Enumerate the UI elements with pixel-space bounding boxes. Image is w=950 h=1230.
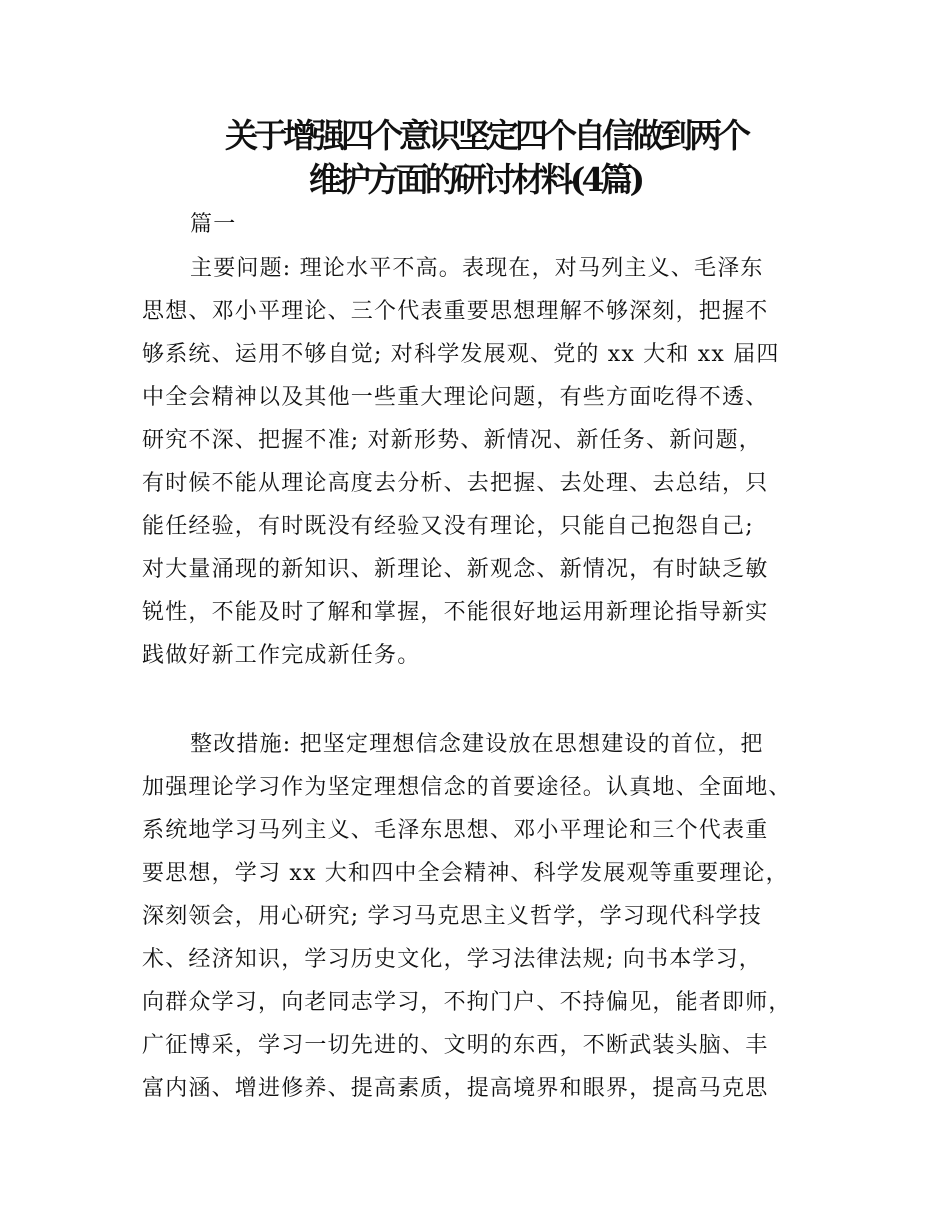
- section-label: 篇一: [190, 212, 237, 237]
- paragraph-1-line: 践做好新工作完成新任务。: [142, 643, 421, 668]
- paragraph-2-line: 整改措施: 把坚定理想信念建设放在思想建设的首位，把: [190, 732, 764, 757]
- paragraph-2-line: 向群众学习，向老同志学习，不拘门户、不持偏见，能者即师，: [142, 990, 792, 1015]
- paragraph-1-line: 对大量涌现的新知识、新理论、新观念、新情况，有时缺乏敏: [142, 557, 769, 582]
- paragraph-1-line: 有时候不能从理论高度去分析、去把握、去处理、去总结，只: [142, 471, 769, 496]
- paragraph-1-line: 思想、邓小平理论、三个代表重要思想理解不够深刻，把握不: [142, 299, 769, 324]
- paragraph-2-line: 加强理论学习作为坚定理想信念的首要途径。认真地、全面地、: [142, 775, 792, 800]
- paragraph-1-line: 主要问题: 理论水平不高。表现在，对马列主义、毛泽东: [190, 256, 764, 281]
- paragraph-1-line: 研究不深、把握不准; 对新形势、新情况、新任务、新问题，: [142, 428, 763, 453]
- paragraph-1-line: 中全会精神以及其他一些重大理论问题，有些方面吃得不透、: [142, 385, 769, 410]
- document-title-line-1: 关于增强四个意识坚定四个自信做到两个: [225, 116, 747, 155]
- paragraph-2-line: 术、经济知识，学习历史文化，学习法律法规; 向书本学习，: [142, 947, 763, 972]
- paragraph-2-line: 广征博采，学习一切先进的、文明的东西，不断武装头脑、丰: [142, 1033, 769, 1058]
- paragraph-1-line: 能任经验，有时既没有经验又没有理论，只能自己抱怨自己;: [142, 514, 754, 539]
- paragraph-1-line: 锐性，不能及时了解和掌握，不能很好地运用新理论指导新实: [142, 600, 769, 625]
- document-title-line-2: 维护方面的研讨材料(4篇): [308, 160, 642, 199]
- paragraph-2-line: 深刻领会，用心研究; 学习马克思主义哲学，学习现代科学技: [142, 904, 763, 929]
- paragraph-1-line: 够系统、运用不够自觉; 对科学发展观、党的 xx 大和 xx 届四: [142, 342, 780, 367]
- paragraph-2-line: 富内涵、增进修养、提高素质，提高境界和眼界，提高马克思: [142, 1076, 769, 1101]
- paragraph-2-line: 要思想，学习 xx 大和四中全会精神、科学发展观等重要理论，: [142, 861, 789, 886]
- paragraph-2-line: 系统地学习马列主义、毛泽东思想、邓小平理论和三个代表重: [142, 818, 769, 843]
